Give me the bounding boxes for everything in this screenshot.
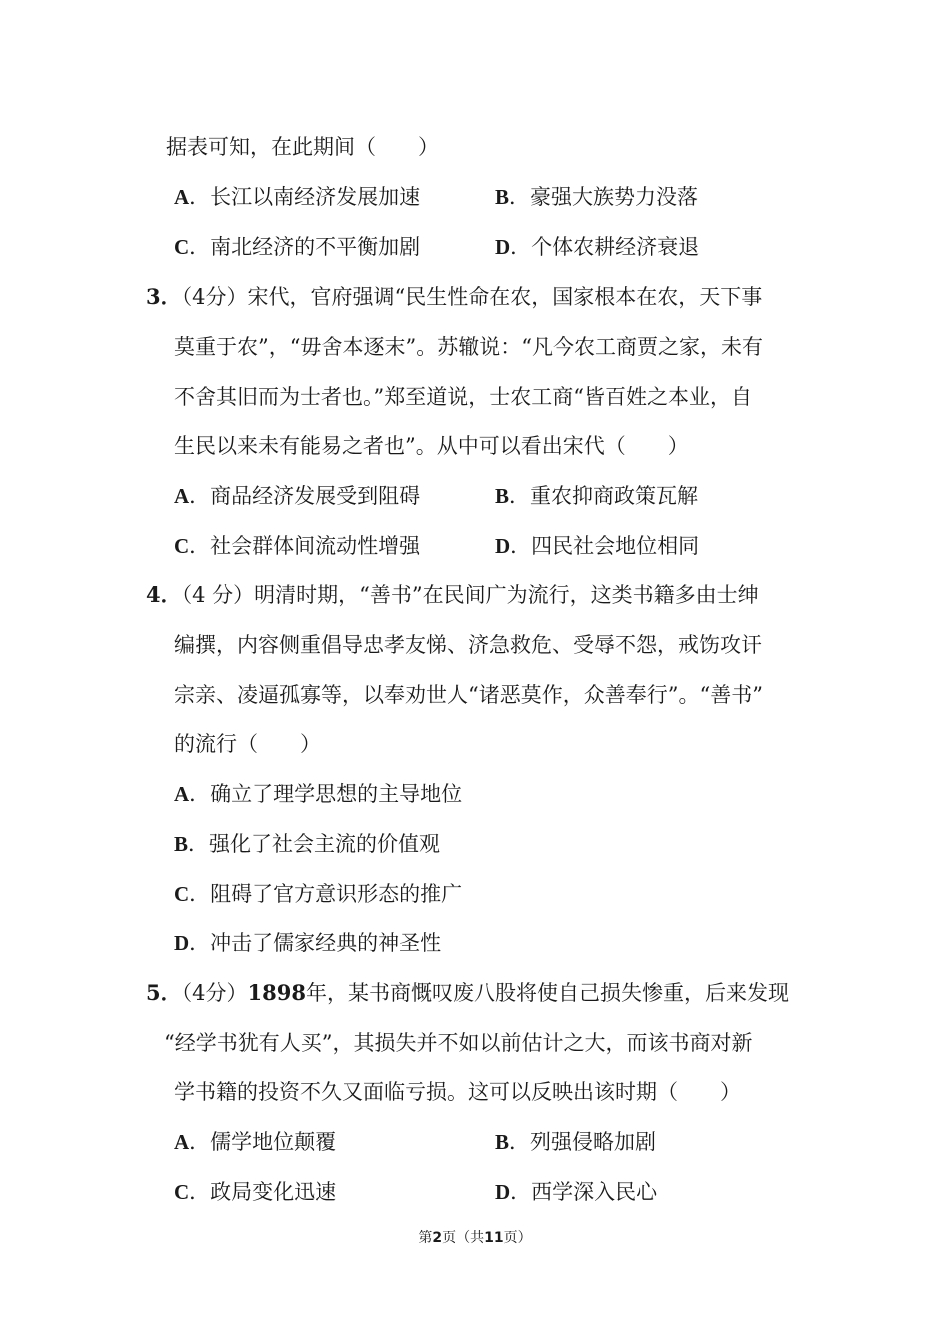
q2-option-d (495, 232, 699, 262)
q3-stem-line: 宋代，官府强调“民生性命在农，国家根本在农，天下事 (247, 285, 763, 309)
option-text: 确立了理学思想的主导地位 (210, 782, 463, 806)
option-text: 豪强大族势力没落 (530, 185, 699, 209)
q5-stem-line: 学书籍的投资不久又面临亏损。这可以反映出该时期（ ） (174, 1080, 741, 1104)
q5-option-b (495, 1127, 656, 1157)
option-sep: ． (189, 484, 211, 508)
option-text: 西学深入民心 (531, 1180, 658, 1204)
option-letter: A (174, 782, 190, 806)
q5-option-a (174, 1127, 336, 1157)
option-letter: B (174, 832, 189, 856)
option-sep: ． (189, 235, 211, 259)
option-text: 个体农耕经济衰退 (531, 235, 700, 259)
option-sep: ． (189, 782, 211, 806)
q4-option-b (174, 829, 440, 859)
option-letter: D (495, 1180, 511, 1204)
footer-page-number: 2 (432, 1230, 443, 1246)
question-number: 4． (146, 582, 182, 607)
option-text: 长江以南经济发展加速 (210, 185, 421, 209)
footer-suffix: 页） (503, 1230, 532, 1246)
question-points: （4 分） (181, 583, 255, 607)
option-sep: ． (189, 185, 211, 209)
option-letter: B (495, 185, 510, 209)
option-text: 社会群体间流动性增强 (210, 534, 421, 558)
q3-stem-line: 莫重于农”，“毋舍本逐末”。苏辙说：“凡今农工商贾之家，未有 (174, 335, 763, 359)
question-number: 3． (146, 284, 182, 309)
option-letter: D (174, 931, 190, 955)
q5-option-d (495, 1177, 657, 1207)
option-letter: B (495, 1130, 510, 1154)
option-text: 南北经济的不平衡加剧 (210, 235, 421, 259)
question-number: 5． (146, 980, 182, 1005)
q5-option-c (174, 1177, 336, 1207)
option-letter: B (495, 484, 510, 508)
option-sep: ． (510, 235, 532, 259)
option-text: 儒学地位颠覆 (210, 1130, 337, 1154)
option-sep: ． (189, 882, 211, 906)
option-sep: ． (510, 1180, 532, 1204)
q4-option-d (174, 928, 441, 958)
option-text: 冲击了儒家经典的神圣性 (210, 931, 442, 955)
page-footer (0, 1228, 950, 1248)
q5-stem-line: “经学书犹有人买”，其损失并不如以前估计之大，而该书商对新 (164, 1031, 753, 1055)
option-text: 商品经济发展受到阻碍 (210, 484, 421, 508)
q2-option-c (174, 232, 420, 262)
option-text: 强化了社会主流的价值观 (209, 832, 441, 856)
option-text: 阻碍了官方意识形态的推广 (210, 882, 463, 906)
q4-stem-line: 编撰，内容侧重倡导忠孝友悌、济急救危、受辱不怨，戒饬攻讦 (174, 633, 762, 657)
option-sep: ． (509, 1130, 531, 1154)
q3-option-c (174, 531, 420, 561)
option-text: 重农抑商政策瓦解 (530, 484, 699, 508)
q3-first-line (146, 282, 762, 312)
option-text: 列强侵略加剧 (530, 1130, 657, 1154)
q5-first-line (146, 978, 789, 1008)
q3-option-a (174, 481, 420, 511)
option-letter: C (174, 1180, 190, 1204)
option-sep: ． (189, 1130, 211, 1154)
option-letter: C (174, 882, 190, 906)
option-text: 政局变化迅速 (210, 1180, 337, 1204)
q5-year: 1898 (247, 980, 306, 1005)
option-sep: ． (189, 534, 211, 558)
q3-option-b (495, 481, 698, 511)
q5-stem-line: 年，某书商慨叹废八股将使自己损失惨重，后来发现 (305, 981, 789, 1005)
option-letter: A (174, 484, 190, 508)
q2-option-b (495, 182, 698, 212)
footer-total-pages: 11 (484, 1230, 504, 1246)
q4-stem-line: 明清时期，“善书”在民间广为流行，这类书籍多由士绅 (254, 583, 759, 607)
q3-option-d (495, 531, 699, 561)
option-text: 四民社会地位相同 (531, 534, 700, 558)
q4-option-a (174, 779, 462, 809)
option-sep: ． (510, 534, 532, 558)
q4-first-line (146, 580, 759, 610)
q3-stem-line: 生民以来未有能易之者也”。从中可以看出宋代（ ） (174, 434, 689, 458)
option-sep: ． (189, 931, 211, 955)
option-sep: ． (509, 185, 531, 209)
option-letter: D (495, 235, 511, 259)
option-sep: ． (189, 1180, 211, 1204)
option-sep: ． (509, 484, 531, 508)
q2-stem-tail: 据表可知，在此期间（ ） (166, 135, 439, 159)
option-letter: C (174, 534, 190, 558)
q4-option-c (174, 879, 462, 909)
option-sep: ． (188, 832, 210, 856)
option-letter: C (174, 235, 190, 259)
q4-stem-line: 宗亲、凌逼孤寡等，以奉劝世人“诸恶莫作，众善奉行”。“善书” (174, 683, 763, 707)
question-points: （4分） (181, 285, 248, 309)
q2-option-a (174, 182, 420, 212)
footer-prefix: 第 (418, 1230, 433, 1246)
option-letter: A (174, 185, 190, 209)
footer-mid: 页（共 (442, 1230, 485, 1246)
option-letter: A (174, 1130, 190, 1154)
question-points: （4分） (181, 981, 248, 1005)
q3-stem-line: 不舍其旧而为士者也。”郑至道说，士农工商“皆百姓之本业，自 (174, 385, 752, 409)
option-letter: D (495, 534, 511, 558)
q4-stem-line: 的流行（ ） (174, 732, 321, 756)
